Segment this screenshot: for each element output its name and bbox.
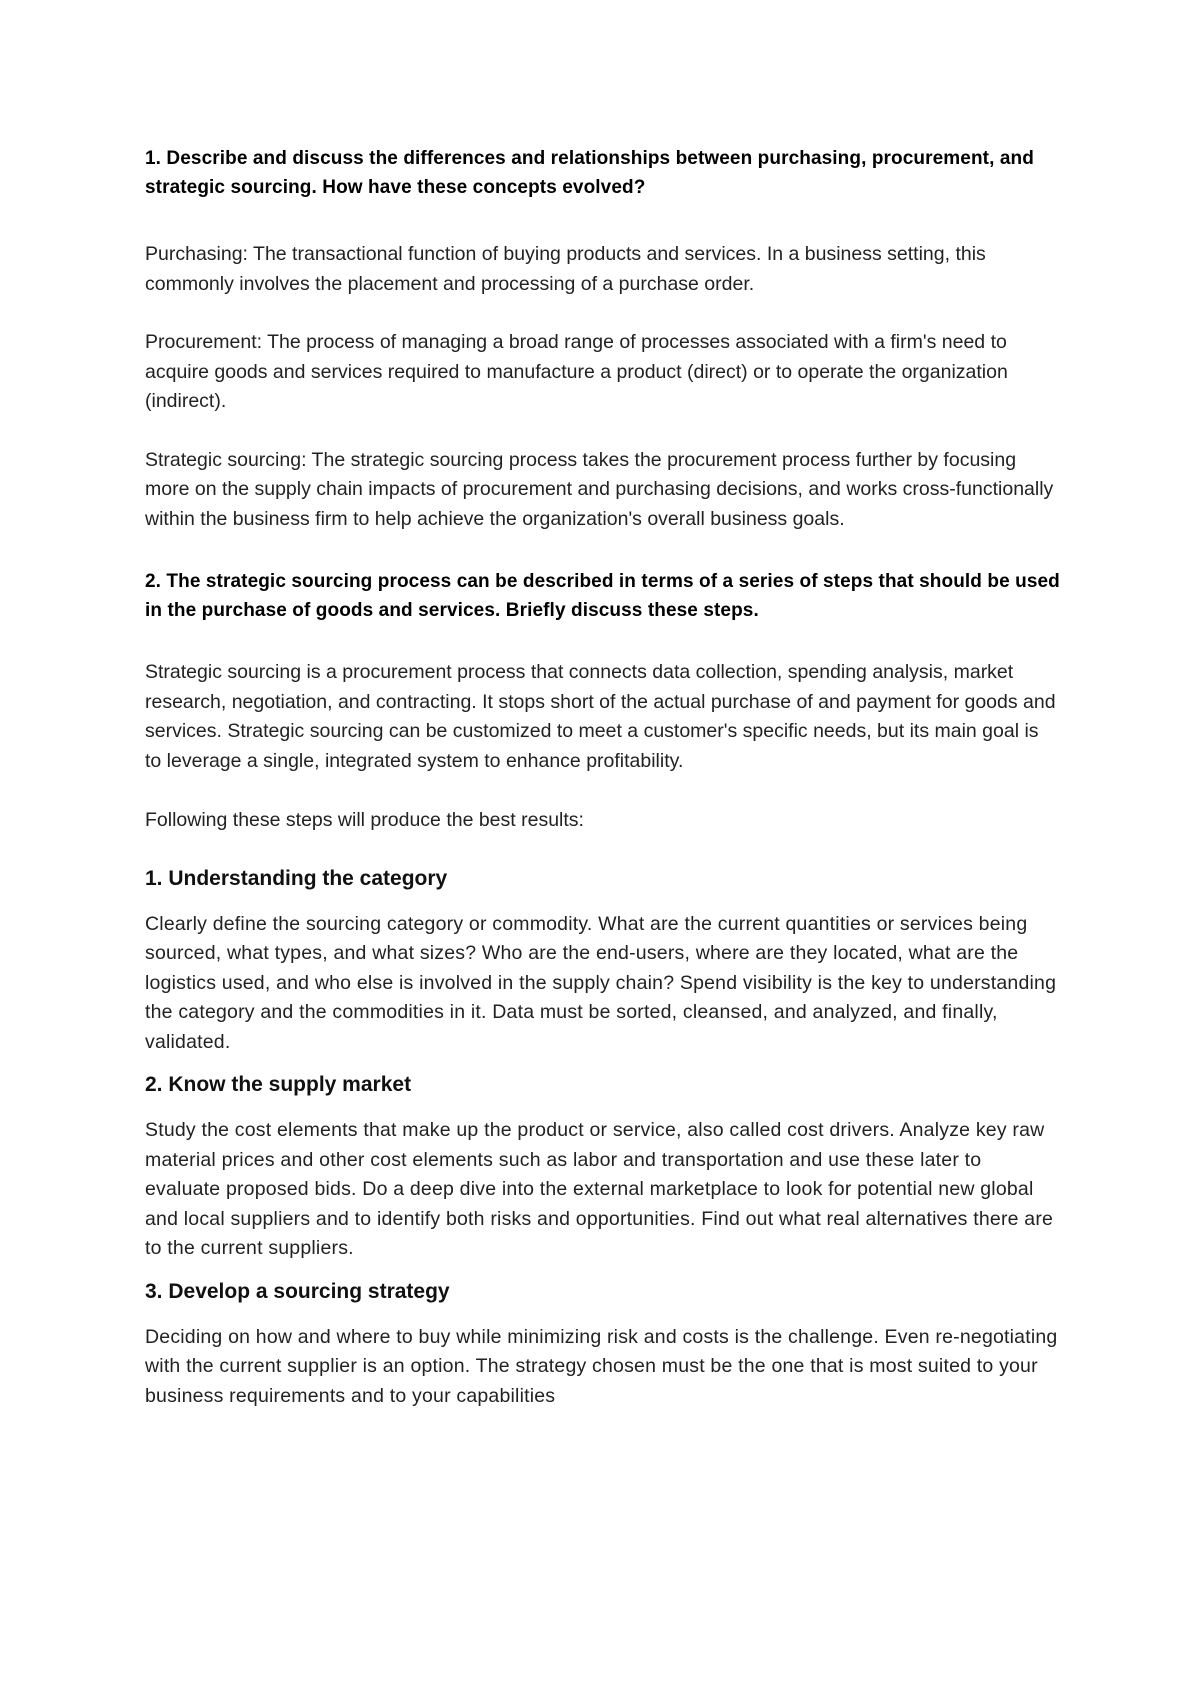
step-3-heading: 3. Develop a sourcing strategy bbox=[145, 1279, 450, 1303]
procurement-definition: Procurement: The process of managing a broad range of processes associated with a firm's need to acquire goods and services required to manufacture a product (direct) or to operate the organization (indirect). bbox=[145, 331, 1008, 412]
step-2-body: Study the cost elements that make up the product or service, also called cost drivers. Analyze key raw material prices and other cost elements such as labor and transportation and use these later to evaluate proposed bids. Do a deep dive into the external marketplace to look for potential new global and local suppliers and to identify both risks and opportunities. Find out what real alternatives there are to the current suppliers. bbox=[145, 1119, 1054, 1259]
purchasing-definition: Purchasing: The transactional function of buying products and services. In a business setting, this commonly involves the placement and processing of a purchase order. bbox=[145, 243, 986, 295]
question-2-heading: 2. The strategic sourcing process can be described in terms of a series of steps that should be used in the purchase of goods and services. Briefly discuss these steps. bbox=[145, 571, 1060, 621]
step-2-heading: 2. Know the supply market bbox=[145, 1073, 412, 1096]
steps-intro: Following these steps will produce the best results: bbox=[145, 809, 584, 831]
step-1-body: Clearly define the sourcing category or commodity. What are the current quantities or services being sourced, what types, and what sizes? Who are the end-users, where are they located, what are the logistics used, and who else is involved in the supply chain? Spend visibility is the key to understanding the category and the commodities in it. Data must be sorted, cleansed, and analyzed, and finally, validated. bbox=[145, 912, 1057, 1053]
strategic-sourcing-intro: Strategic sourcing is a procurement process that connects data collection, spending analysis, market research, negotiation, and contracting. It stops short of the actual purchase of and payment for goods and services. Strategic sourcing can be customized to meet a customer's specific needs, but its main goal is to leverage a single, integrated system to enhance profitability. bbox=[145, 661, 1056, 772]
step-1-heading: 1. Understanding the category bbox=[145, 866, 448, 890]
question-1-heading: 1. Describe and discuss the differences and relationships between purchasing, procurement, and strategic sourcing. How have these concepts evolved? bbox=[145, 148, 1034, 198]
step-3-body: Deciding on how and where to buy while minimizing risk and costs is the challenge. Even re-negotiating with the current supplier is an option. The strategy chosen must be the one that is most suited to your business requirements and to your capabilities bbox=[145, 1325, 1058, 1407]
strategic-sourcing-definition: Strategic sourcing: The strategic sourcing process takes the procurement process further by focusing more on the supply chain impacts of procurement and purchasing decisions, and works cross-functionally within the business firm to help achieve the organization's overall business goals. bbox=[145, 448, 1054, 530]
